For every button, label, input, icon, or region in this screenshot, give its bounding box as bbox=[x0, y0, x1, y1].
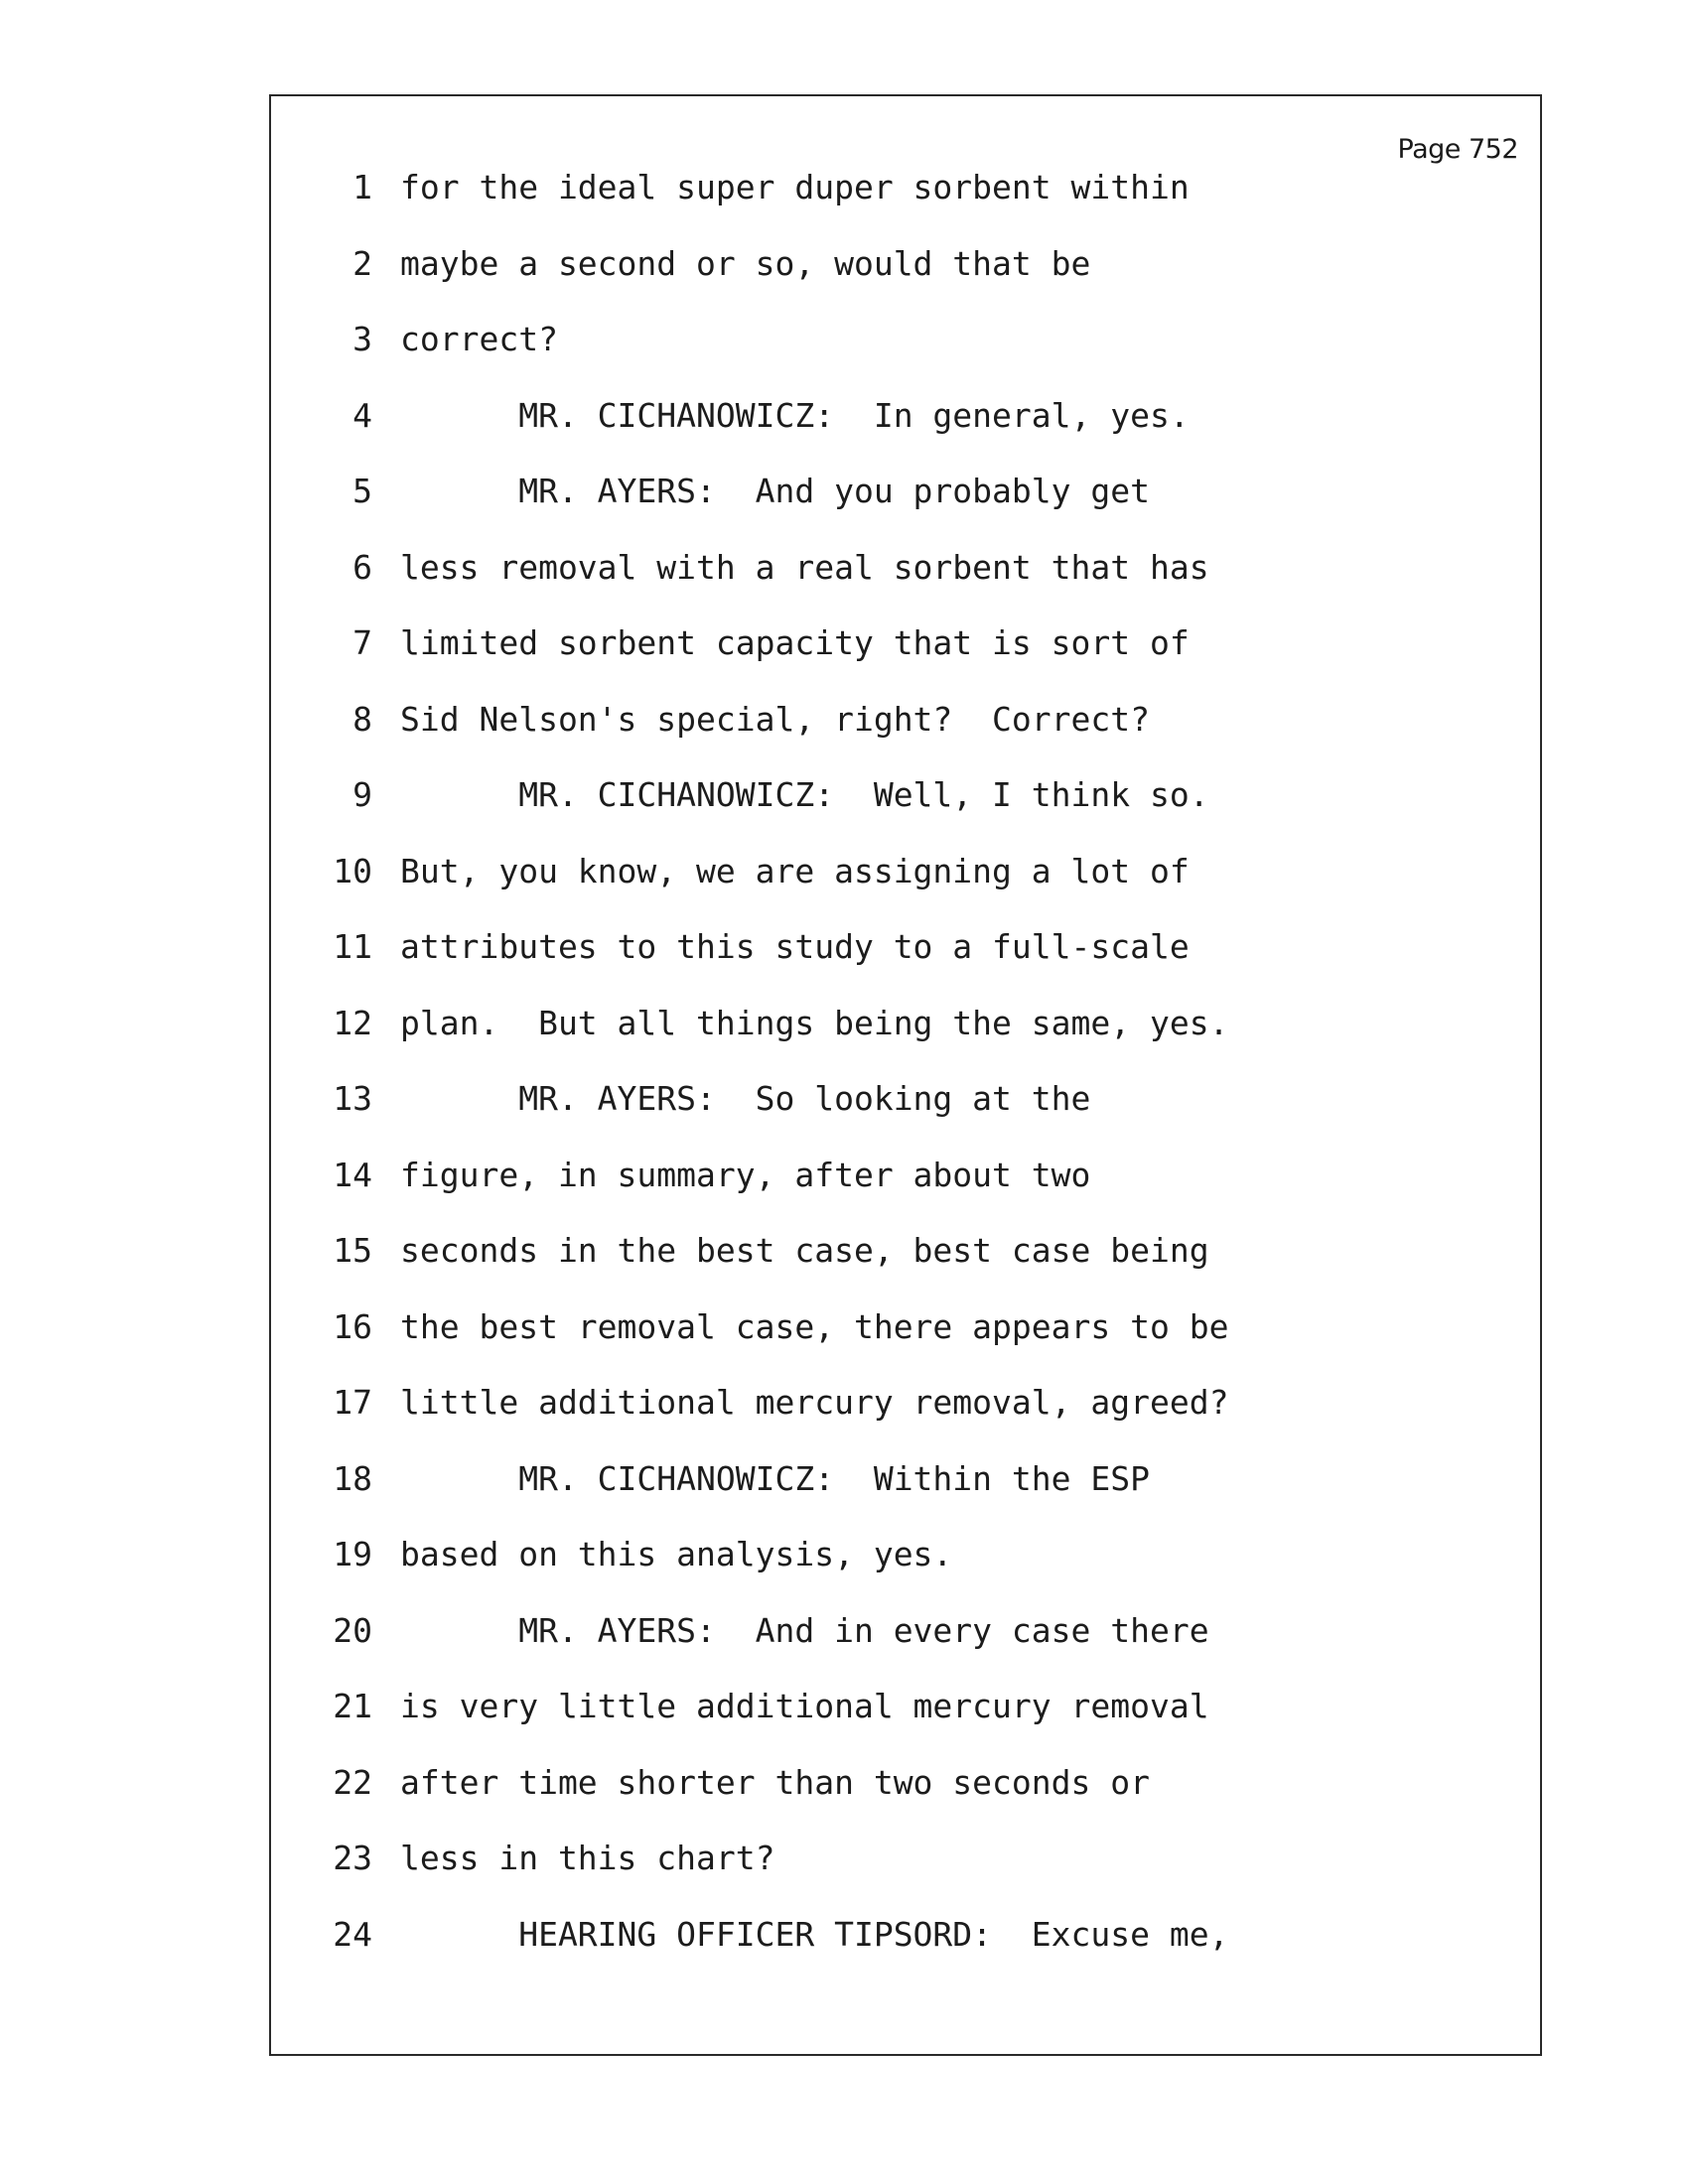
line-text: plan. But all things being the same, yes. bbox=[400, 1003, 1229, 1042]
line-text: Sid Nelson's special, right? Correct? bbox=[400, 699, 1150, 739]
transcript-line bbox=[271, 1839, 1540, 1915]
line-number: 22 bbox=[333, 1762, 372, 1802]
line-text: less in this chart? bbox=[400, 1839, 775, 1877]
transcript-line bbox=[271, 396, 1540, 473]
transcript-line bbox=[271, 168, 1540, 244]
line-number: 10 bbox=[333, 851, 372, 890]
line-text: HEARING OFFICER TIPSORD: Excuse me, bbox=[400, 1914, 1229, 1954]
line-number: 6 bbox=[352, 547, 372, 587]
line-number: 20 bbox=[333, 1610, 372, 1650]
line-number: 15 bbox=[333, 1231, 372, 1270]
line-text: attributes to this study to a full-scale bbox=[400, 927, 1190, 966]
line-number: 14 bbox=[333, 1155, 372, 1194]
transcript-line bbox=[271, 1307, 1540, 1384]
line-number: 2 bbox=[352, 243, 372, 283]
line-text: after time shorter than two seconds or bbox=[400, 1762, 1150, 1802]
line-text: But, you know, we are assigning a lot of bbox=[400, 851, 1190, 890]
line-number: 8 bbox=[352, 699, 372, 739]
transcript-line bbox=[271, 775, 1540, 852]
transcript-lines bbox=[271, 168, 1540, 1990]
transcript-line bbox=[271, 1459, 1540, 1536]
line-number: 16 bbox=[333, 1306, 372, 1346]
transcript-line bbox=[271, 1535, 1540, 1611]
line-text: MR. CICHANOWICZ: In general, yes. bbox=[400, 395, 1190, 435]
line-text: for the ideal super duper sorbent within bbox=[400, 168, 1190, 206]
transcript-line bbox=[271, 1004, 1540, 1080]
transcript-line bbox=[271, 852, 1540, 928]
line-number: 19 bbox=[333, 1535, 372, 1573]
line-text: MR. AYERS: And you probably get bbox=[400, 472, 1150, 510]
line-number: 18 bbox=[333, 1458, 372, 1498]
transcript-line bbox=[271, 548, 1540, 624]
line-text: MR. AYERS: And in every case there bbox=[400, 1610, 1209, 1650]
transcript-line bbox=[271, 700, 1540, 776]
transcript-line bbox=[271, 320, 1540, 396]
transcript-line bbox=[271, 1763, 1540, 1840]
line-text: limited sorbent capacity that is sort of bbox=[400, 623, 1190, 662]
line-text: less removal with a real sorbent that has bbox=[400, 547, 1209, 587]
transcript-line bbox=[271, 623, 1540, 700]
page-number: Page 752 bbox=[1397, 134, 1518, 165]
transcript-line bbox=[271, 244, 1540, 321]
line-number: 11 bbox=[333, 927, 372, 966]
transcript-line bbox=[271, 1079, 1540, 1156]
line-number: 9 bbox=[352, 775, 372, 814]
line-text: the best removal case, there appears to be bbox=[400, 1306, 1229, 1346]
transcript-line bbox=[271, 1611, 1540, 1688]
line-text: seconds in the best case, best case being bbox=[400, 1231, 1209, 1270]
line-text: MR. AYERS: So looking at the bbox=[400, 1079, 1091, 1118]
line-text: little additional mercury removal, agreed? bbox=[400, 1383, 1229, 1422]
line-number: 4 bbox=[352, 395, 372, 435]
transcript-line bbox=[271, 1383, 1540, 1459]
transcript-page bbox=[269, 94, 1542, 2056]
line-number: 5 bbox=[352, 472, 372, 510]
transcript-line bbox=[271, 1156, 1540, 1232]
line-number: 24 bbox=[333, 1914, 372, 1954]
line-number: 21 bbox=[333, 1687, 372, 1725]
line-number: 13 bbox=[333, 1079, 372, 1118]
transcript-line bbox=[271, 1231, 1540, 1307]
line-text: figure, in summary, after about two bbox=[400, 1155, 1091, 1194]
line-number: 17 bbox=[333, 1383, 372, 1422]
line-text: MR. CICHANOWICZ: Well, I think so. bbox=[400, 775, 1209, 814]
line-text: MR. CICHANOWICZ: Within the ESP bbox=[400, 1458, 1150, 1498]
line-number: 7 bbox=[352, 623, 372, 662]
line-text: is very little additional mercury removal bbox=[400, 1687, 1209, 1725]
line-number: 1 bbox=[352, 168, 372, 206]
transcript-line bbox=[271, 472, 1540, 548]
line-text: maybe a second or so, would that be bbox=[400, 243, 1091, 283]
line-number: 3 bbox=[352, 320, 372, 358]
line-number: 23 bbox=[333, 1839, 372, 1877]
transcript-line bbox=[271, 1915, 1540, 1991]
line-text: correct? bbox=[400, 320, 558, 358]
line-number: 12 bbox=[333, 1003, 372, 1042]
transcript-line bbox=[271, 1687, 1540, 1763]
line-text: based on this analysis, yes. bbox=[400, 1535, 953, 1573]
transcript-line bbox=[271, 927, 1540, 1004]
